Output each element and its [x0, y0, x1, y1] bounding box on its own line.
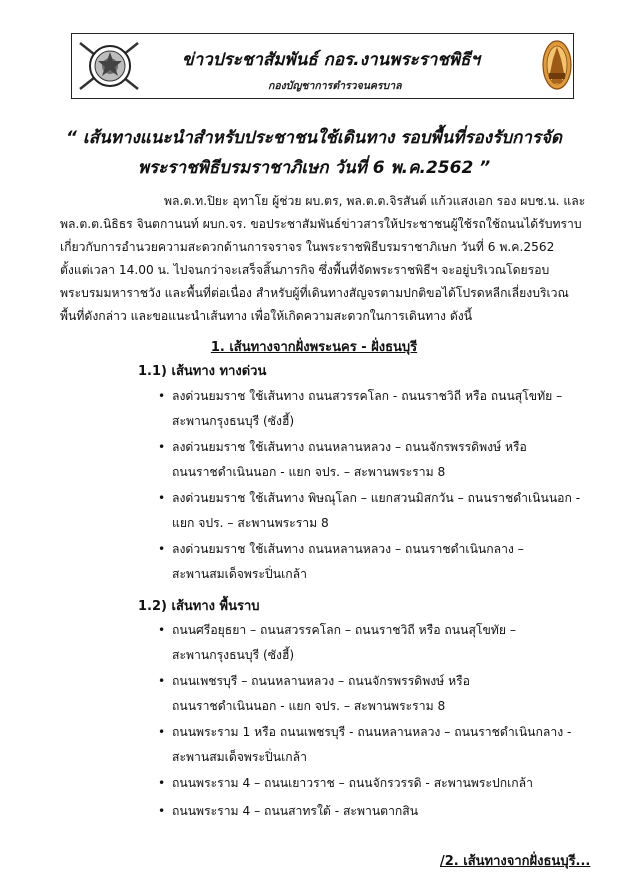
route-item	[158, 618, 516, 668]
title-line-1: “ เส้นทางแนะนำสำหรับประชาชนใช้เดินทาง รอบพื้นที่รองรับการจัด	[66, 128, 562, 148]
section-heading: 1. เส้นทางจากฝั่งพระนคร - ฝั่งธนบุรี	[210, 340, 418, 355]
route-item	[158, 537, 524, 587]
intro-line: พล.ต.ท.ปิยะ อุทาโย ผู้ช่วย ผบ.ตร, พล.ต.ต.จิรสันต์ แก้วแสงเอก รอง ผบช.น. และ	[164, 194, 586, 208]
title-line-2: พระราชพิธีบรมราชาภิเษก วันที่ 6 พ.ค.2562 ”	[137, 158, 491, 178]
bullet-icon: •	[158, 725, 166, 739]
header-title: ข่าวประชาสัมพันธ์ กอร.งานพระราชพิธีฯ	[182, 50, 480, 70]
intro-line: ตั้งแต่เวลา 14.00 น. ไปจนกว่าจะเสร็จสิ้นภารกิจ ซึ่งพื้นที่จัดพระราชพิธีฯ จะอยู่บริเวณโดยรอบ	[60, 263, 550, 277]
intro-line: พระบรมมหาราชวัง และพื้นที่ต่อเนื่อง สำหรับผู้ที่เดินทางสัญจรตามปกติขอได้โปรดหลีกเลี่ยงบริเวณ	[60, 286, 569, 300]
bullet-icon: •	[158, 776, 166, 790]
route-line: สะพานกรุงธนบุรี (ซังฮี้)	[172, 414, 295, 428]
route-line: ลงด่วนยมราช ใช้เส้นทาง พิษณุโลก – แยกสวนมิสกวัน – ถนนราชดำเนินนอก -	[172, 491, 581, 505]
police-emblem-icon	[78, 37, 142, 95]
header-subtitle: กองบัญชาการตำรวจนครบาล	[268, 80, 402, 92]
route-line: ถนนพระราม 4 – ถนนเยาวราช – ถนนจักรวรรดิ - สะพานพระปกเกล้า	[172, 776, 533, 790]
bullet-icon: •	[158, 440, 166, 454]
route-line: ลงด่วนยมราช ใช้เส้นทาง ถนนสวรรคโลก - ถนนราชวิถี หรือ ถนนสุโขทัย –	[172, 389, 563, 403]
bullet-icon: •	[158, 491, 166, 505]
route-item	[158, 486, 580, 536]
royal-ceremony-emblem-icon	[542, 39, 572, 91]
bullet-icon: •	[158, 542, 166, 556]
route-line: สะพานสมเด็จพระปิ่นเกล้า	[172, 567, 307, 581]
route-line: สะพานสมเด็จพระปิ่นเกล้า	[172, 750, 307, 764]
intro-paragraph	[60, 190, 586, 328]
bullet-icon: •	[158, 804, 166, 818]
route-item	[158, 771, 533, 796]
route-line: ถนนพระราม 1 หรือ ถนนเพชรบุรี - ถนนหลานหลวง – ถนนราชดำเนินกลาง -	[172, 725, 572, 739]
route-item	[158, 435, 527, 485]
intro-line: พล.ต.ต.นิธิธร จินตกานนท์ ผบก.จร. ขอประชาสัมพันธ์ข่าวสารให้ประชาชนผู้ใช้รถใช้ถนนได้รับทราบ	[60, 217, 582, 231]
route-line: ลงด่วนยมราช ใช้เส้นทาง ถนนหลานหลวง – ถนนราชดำเนินกลาง –	[172, 542, 524, 556]
intro-line: พื้นที่ดังกล่าว และขอแนะนำเส้นทาง เพื่อให้เกิดความสะดวกในการเดินทาง ดังนี้	[60, 309, 473, 323]
route-line: ถนนพระราม 4 – ถนนสาทรใต้ - สะพานตากสิน	[172, 804, 419, 818]
route-line: ถนนราชดำเนินนอก - แยก จปร. – สะพานพระราม 8	[172, 699, 446, 713]
surface-heading: 1.2) เส้นทาง พื้นราบ	[138, 599, 260, 614]
continue-label: /2. เส้นทางจากฝั่งธนบุรี...	[440, 854, 591, 869]
bullet-icon: •	[158, 389, 166, 403]
route-item	[158, 799, 418, 824]
bullet-icon: •	[158, 674, 166, 688]
expressway-heading: 1.1) เส้นทาง ทางด่วน	[138, 364, 267, 379]
route-item	[158, 720, 571, 770]
route-line: สะพานกรุงธนบุรี (ซังฮี้)	[172, 648, 295, 662]
route-item	[158, 384, 562, 434]
header-box	[71, 33, 574, 99]
bullet-icon: •	[158, 623, 166, 637]
intro-line: เกี่ยวกับการอำนวยความสะดวกด้านการจราจร ในพระราชพิธีบรมราชาภิเษก วันที่ 6 พ.ค.2562	[60, 240, 555, 254]
route-line: ถนนเพชรบุรี – ถนนหลานหลวง – ถนนจักรพรรดิพงษ์ หรือ	[172, 674, 470, 688]
route-line: แยก จปร. – สะพานพระราม 8	[172, 516, 329, 530]
route-line: ถนนราชดำเนินนอก - แยก จปร. – สะพานพระราม 8	[172, 465, 446, 479]
route-item	[158, 669, 470, 719]
route-line: ถนนศรีอยุธยา – ถนนสวรรคโลก – ถนนราชวิถี หรือ ถนนสุโขทัย –	[172, 623, 516, 637]
route-line: ลงด่วนยมราช ใช้เส้นทาง ถนนหลานหลวง – ถนนจักรพรรดิพงษ์ หรือ	[172, 440, 527, 454]
document-title	[60, 123, 568, 183]
